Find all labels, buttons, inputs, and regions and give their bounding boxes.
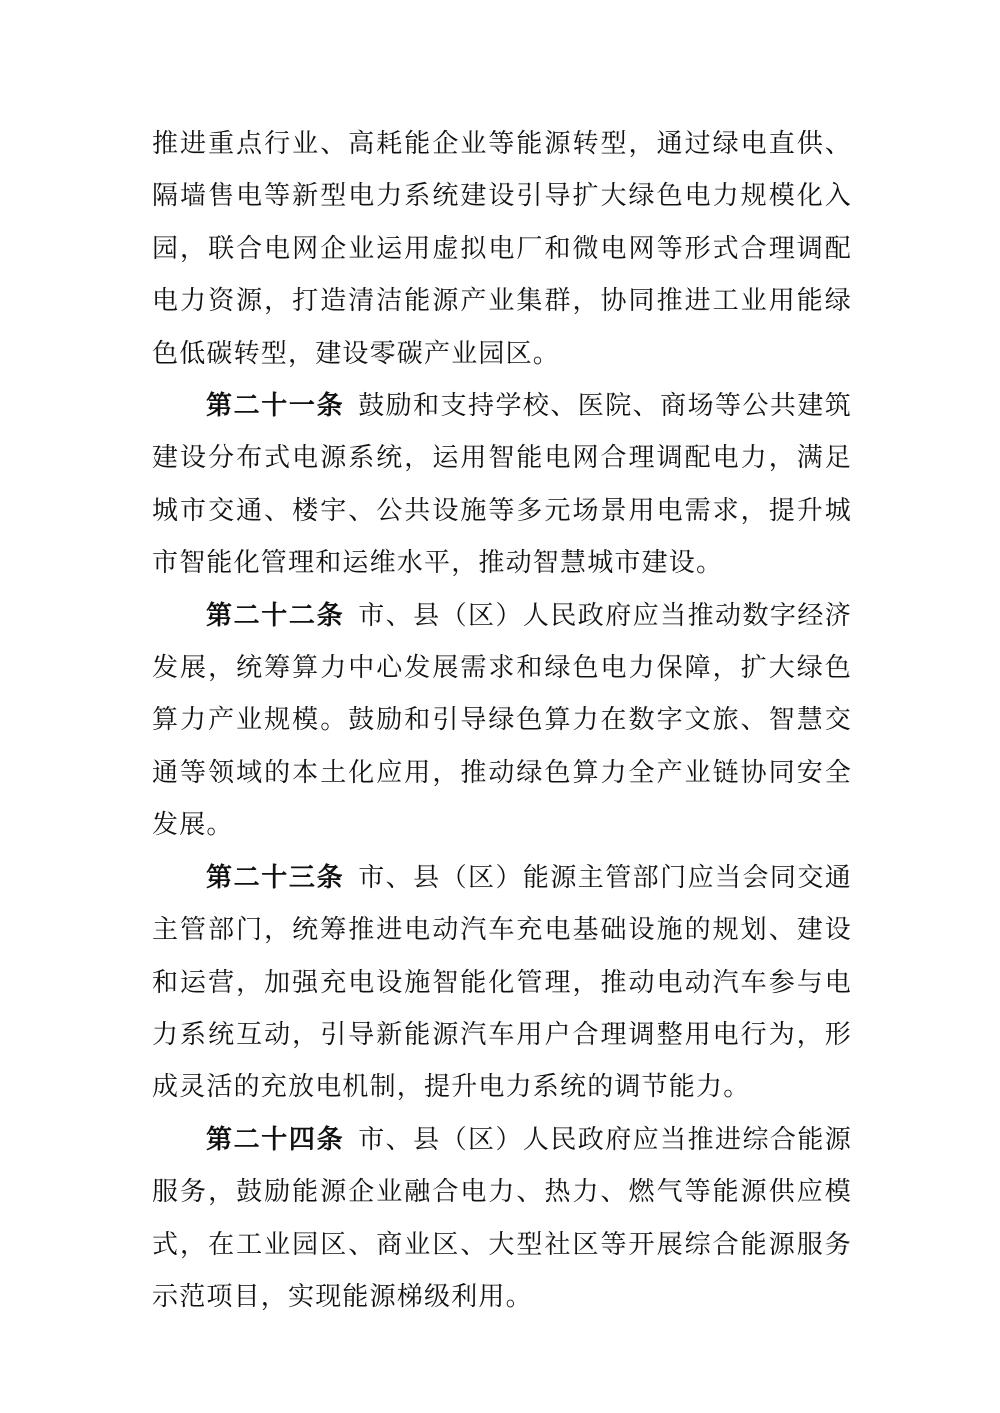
paragraph-continued xyxy=(152,118,852,380)
article-text: 市、县（区）能源主管部门应当会同交通主管部门，统筹推进电动汽车充电基础设施的规划、建设和运营，加强充电设施智能化管理，推动电动汽车参与电力系统互动，引导新能源汽车用户合理调整用电行为，形成灵活的充放电机制，提升电力系统的调节能力。 xyxy=(152,862,852,1103)
article-label: 第二十四条 xyxy=(206,1124,345,1155)
article-text: 鼓励和支持学校、医院、商场等公共建筑建设分布式电源系统，运用智能电网合理调配电力，满足城市交通、楼宇、公共设施等多元场景用电需求，提升城市智能化管理和运维水平，推动智慧城市建设。 xyxy=(152,391,852,579)
article-text: 市、县（区）人民政府应当推进综合能源服务，鼓励能源企业融合电力、热力、燃气等能源供应模式，在工业园区、商业区、大型社区等开展综合能源服务示范项目，实现能源梯级利用。 xyxy=(152,1124,852,1312)
paragraph-text: 推进重点行业、高耗能企业等能源转型，通过绿电直供、隔墙售电等新型电力系统建设引导扩大绿色电力规模化入园，联合电网企业运用虚拟电厂和微电网等形式合理调配电力资源，打造清洁能源产业集群，协同推进工业用能绿色低碳转型，建设零碳产业园区。 xyxy=(152,129,852,369)
article-23 xyxy=(152,852,852,1114)
article-21 xyxy=(152,380,852,590)
article-label: 第二十一条 xyxy=(206,391,345,422)
article-22 xyxy=(152,590,852,852)
article-text: 市、县（区）人民政府应当推动数字经济发展，统筹算力中心发展需求和绿色电力保障，扩大绿色算力产业规模。鼓励和引导绿色算力在数字文旅、智慧交通等领域的本土化应用，推动绿色算力全产业链协同安全发展。 xyxy=(152,600,852,841)
article-label: 第二十三条 xyxy=(206,862,345,893)
article-24 xyxy=(152,1114,852,1324)
document-body xyxy=(152,118,852,1323)
article-label: 第二十二条 xyxy=(206,600,345,631)
